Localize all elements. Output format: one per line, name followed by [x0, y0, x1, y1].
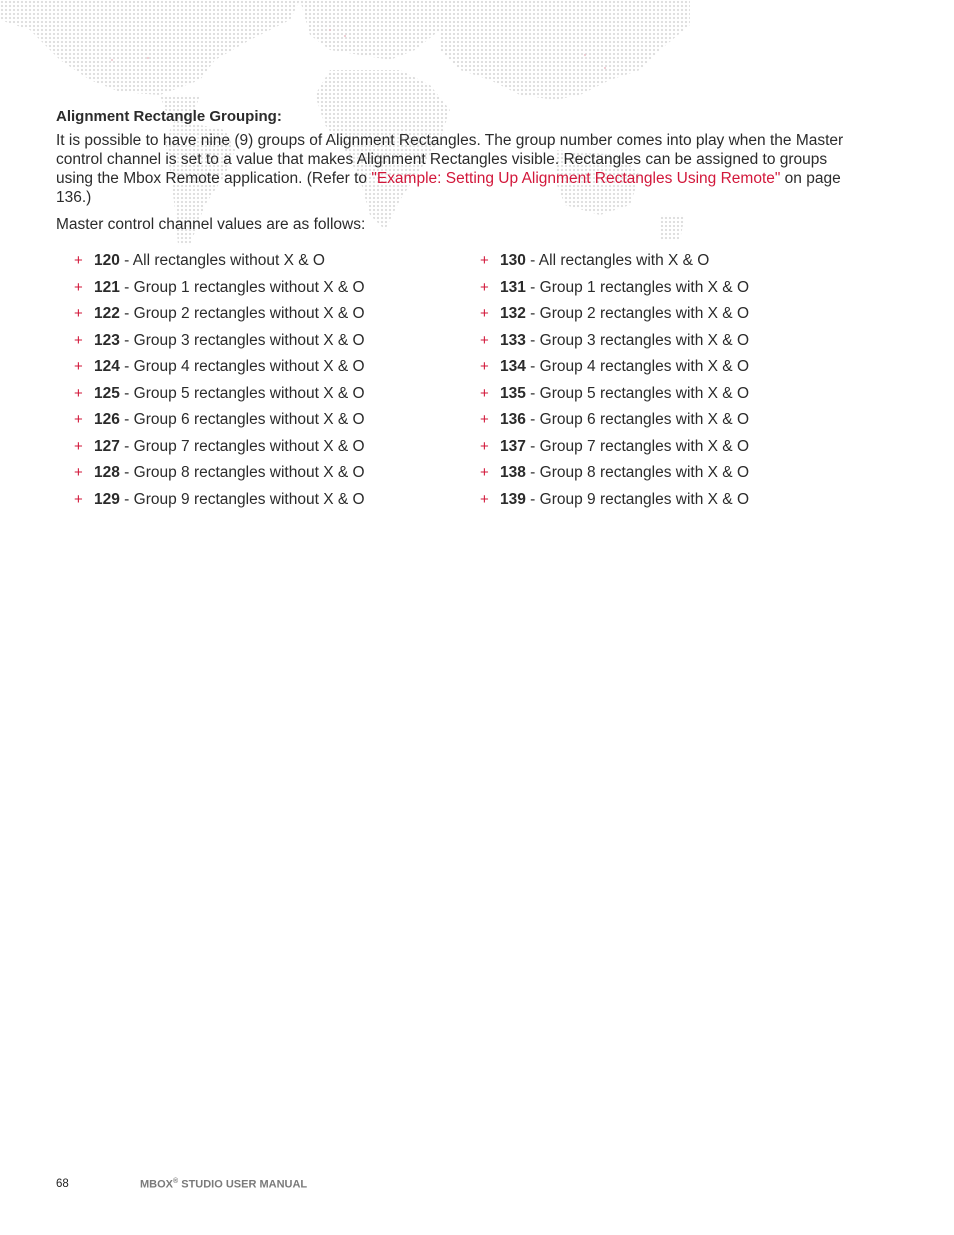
plus-bullet-icon: +: [480, 384, 489, 402]
list-item-text: [500, 357, 749, 376]
channel-description: - All rectangles with X & O: [525, 252, 710, 269]
list-item: [480, 304, 860, 331]
plus-bullet-icon: +: [74, 490, 83, 508]
list-item: [74, 278, 454, 305]
main-content: [56, 107, 856, 508]
plus-bullet-icon: +: [74, 384, 83, 402]
plus-bullet-icon: +: [480, 411, 489, 428]
manual-suffix: STUDIO USER MANUAL: [178, 1178, 308, 1191]
list-item: [74, 384, 454, 411]
manual-prefix: MBOX: [140, 1178, 173, 1191]
channel-value: 132: [500, 305, 526, 322]
intro-paragraph: [56, 131, 856, 207]
list-item: [74, 437, 454, 464]
channel-value: 129: [94, 490, 120, 508]
plus-bullet-icon: +: [74, 358, 83, 375]
plus-bullet-icon: +: [480, 252, 489, 269]
channel-description: - Group 5 rectangles without X & O: [119, 384, 365, 402]
channel-description: - Group 7 rectangles without X & O: [119, 437, 365, 455]
channel-description: - Group 8 rectangles with X & O: [525, 464, 749, 481]
plus-bullet-icon: +: [480, 331, 489, 349]
channel-value: 131: [500, 278, 526, 296]
list-item-text: [94, 384, 365, 403]
plus-bullet-icon: +: [74, 464, 83, 481]
channel-value: 124: [94, 358, 120, 375]
list-item-text: [500, 304, 749, 323]
manual-title: [140, 1178, 307, 1191]
channel-description: - Group 6 rectangles with X & O: [525, 411, 749, 428]
channel-description: - Group 3 rectangles without X & O: [119, 331, 365, 349]
plus-bullet-icon: +: [480, 305, 489, 322]
list-item: [480, 490, 860, 517]
list-item: [74, 251, 454, 278]
channel-description: - Group 3 rectangles with X & O: [525, 331, 749, 349]
channel-description: - Group 7 rectangles with X & O: [525, 437, 749, 455]
channel-value: 125: [94, 384, 120, 402]
channel-description: - Group 4 rectangles with X & O: [525, 358, 749, 375]
list-item-text: [94, 251, 325, 270]
channel-description: - Group 2 rectangles with X & O: [525, 305, 749, 322]
list-item-text: [500, 490, 749, 509]
channel-value: 134: [500, 358, 526, 375]
list-item: [74, 490, 454, 517]
channel-description: - Group 2 rectangles without X & O: [119, 305, 365, 322]
plus-bullet-icon: +: [480, 464, 489, 481]
channel-value: 120: [94, 252, 120, 269]
page-number: 68: [56, 1178, 69, 1190]
cross-reference-link[interactable]: "Example: Setting Up Alignment Rectangles Using Remote": [371, 170, 781, 187]
channel-value: 123: [94, 331, 120, 349]
list-item-text: [94, 304, 365, 323]
list-item-text: [500, 384, 749, 403]
channel-value: 138: [500, 464, 526, 481]
list-item: [480, 331, 860, 358]
channel-value: 128: [94, 464, 120, 481]
channel-description: - Group 4 rectangles without X & O: [119, 358, 365, 375]
plus-bullet-icon: +: [480, 358, 489, 375]
plus-bullet-icon: +: [74, 278, 83, 296]
list-item: [480, 357, 860, 384]
list-item-text: [94, 331, 365, 350]
channel-description: - Group 9 rectangles without X & O: [119, 490, 365, 508]
list-item: [480, 251, 860, 278]
list-item-text: [94, 490, 365, 509]
values-intro-paragraph: Master control channel values are as follows:: [56, 216, 366, 233]
with-xo-list: [480, 251, 860, 516]
list-item: [74, 463, 454, 490]
plus-bullet-icon: +: [74, 437, 83, 455]
channel-description: - Group 5 rectangles with X & O: [525, 384, 749, 402]
list-item: [74, 331, 454, 358]
channel-description: - Group 9 rectangles with X & O: [525, 490, 749, 508]
list-item-text: [500, 331, 749, 350]
list-item-text: [500, 437, 749, 456]
plus-bullet-icon: +: [480, 278, 489, 296]
plus-bullet-icon: +: [74, 331, 83, 349]
channel-value: 139: [500, 490, 526, 508]
section-heading: Alignment Rectangle Grouping:: [56, 108, 282, 125]
list-item-text: [500, 410, 749, 429]
list-item: [74, 304, 454, 331]
channel-description: - All rectangles without X & O: [119, 252, 325, 269]
channel-value: 122: [94, 305, 120, 322]
channel-description: - Group 8 rectangles without X & O: [119, 464, 365, 481]
list-item: [480, 463, 860, 490]
channel-value: 121: [94, 278, 120, 296]
without-xo-list: [74, 251, 454, 516]
list-item-text: [500, 278, 749, 297]
list-item-text: [500, 251, 709, 270]
list-item: [480, 278, 860, 305]
channel-description: - Group 1 rectangles with X & O: [525, 278, 749, 296]
list-item-text: [94, 437, 365, 456]
channel-description: - Group 6 rectangles without X & O: [119, 411, 365, 428]
list-item-text: [94, 278, 365, 297]
list-item-text: [94, 357, 365, 376]
plus-bullet-icon: +: [74, 305, 83, 322]
list-item: [74, 357, 454, 384]
channel-description: - Group 1 rectangles without X & O: [119, 278, 365, 296]
plus-bullet-icon: +: [480, 490, 489, 508]
channel-value: 136: [500, 411, 526, 428]
registered-mark: ®: [173, 1178, 179, 1185]
intro-text: It is possible to have nine (9) groups of Alignment Rectangles. The group number comes into play when the Master control channel is set to a value that makes Alignment Rectangles visible. Rectangles can be assigned to groups using the Mbox Remote application. (Refer to: [56, 132, 844, 187]
list-item-text: [94, 410, 365, 429]
channel-value: 133: [500, 331, 526, 349]
channel-value: 137: [500, 437, 526, 455]
plus-bullet-icon: +: [74, 411, 83, 428]
list-item-text: [94, 463, 365, 482]
channel-value: 130: [500, 252, 526, 269]
list-item: [480, 410, 860, 437]
list-item-text: [500, 463, 749, 482]
list-item: [74, 410, 454, 437]
list-item: [480, 437, 860, 464]
plus-bullet-icon: +: [74, 252, 83, 269]
channel-value: 135: [500, 384, 526, 402]
intro-text-end: on page 136.): [56, 170, 841, 206]
plus-bullet-icon: +: [480, 437, 489, 455]
channel-value: 127: [94, 437, 120, 455]
list-item: [480, 384, 860, 411]
channel-value: 126: [94, 411, 120, 428]
